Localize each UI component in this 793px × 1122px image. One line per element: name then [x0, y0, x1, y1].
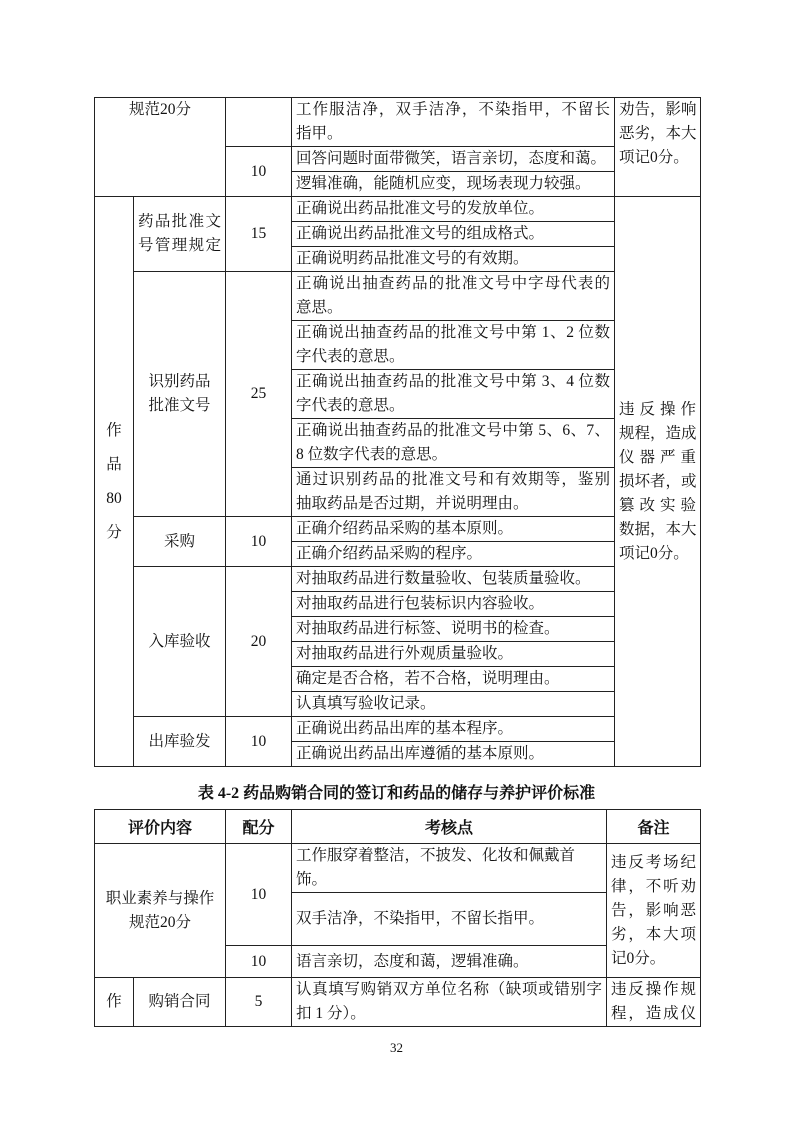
page-number: 32 — [390, 1040, 403, 1055]
note-line: 数据，本大 — [619, 520, 697, 538]
note-line: 恶劣，本大 — [619, 125, 697, 142]
header-note: 备注 — [607, 810, 701, 844]
point-cell: 对抽取药品进行包装标识内容验收。 — [292, 592, 615, 617]
point-cell — [292, 370, 615, 419]
note-line: 违反考场纪 — [611, 853, 697, 871]
score-cell: 20 — [226, 567, 292, 717]
works-label: 80 — [106, 489, 122, 507]
point-line: 字代表的意思。 — [296, 348, 405, 365]
point-line: 正确说出抽查药品的批准文号中字母代表的 — [296, 275, 611, 292]
note-line: 违反操作 — [619, 400, 697, 418]
point-cell: 认真填写验收记录。 — [292, 692, 615, 717]
note-line: 规程，造成 — [619, 424, 697, 442]
score-cell: 10 — [226, 946, 292, 978]
note-line: 记0分。 — [611, 949, 666, 967]
item-cell: 出库验发 — [134, 717, 226, 767]
score-cell: 15 — [226, 197, 292, 272]
category-cell — [95, 844, 226, 978]
score-cell: 10 — [226, 147, 292, 197]
point-cell: 对抽取药品进行数量验收、包装质量验收。 — [292, 567, 615, 592]
point-cell: 正确介绍药品采购的基本原则。 — [292, 517, 615, 542]
note-cell — [615, 98, 701, 197]
point-cell: 对抽取药品进行标签、说明书的检查。 — [292, 617, 615, 642]
header-score: 配分 — [226, 810, 292, 844]
note-line: 告，影响恶 — [611, 901, 697, 919]
point-line: 通过识别药品的批准文号和有效期等，鉴别 — [296, 471, 611, 488]
point-line: 正确说出抽查药品的批准文号中第 1、2 位数 — [296, 324, 611, 341]
category-label: 规范20分 — [129, 101, 192, 118]
point-cell: 语言亲切，态度和蔼，逻辑准确。 — [292, 946, 607, 978]
point-cell — [292, 321, 615, 370]
item-cell: 采购 — [134, 517, 226, 567]
point-cell: 逻辑准确，能随机应变，现场表现力较强。 — [292, 172, 615, 197]
note-line: 劣，本大项 — [611, 925, 697, 943]
item-cell — [134, 272, 226, 517]
item-cell: 入库验收 — [134, 567, 226, 717]
score-cell: 10 — [226, 717, 292, 767]
point-line: 指甲。 — [296, 125, 343, 142]
point-cell: 正确说出药品批准文号的发放单位。 — [292, 197, 615, 222]
evaluation-table-4-2 — [94, 809, 701, 1027]
score-cell: 10 — [226, 844, 292, 946]
works-label: 分 — [106, 523, 122, 541]
category-cell — [95, 98, 226, 197]
point-cell — [292, 419, 615, 468]
point-line: 字代表的意思。 — [296, 397, 405, 414]
score-cell-empty — [226, 98, 292, 147]
note-cell — [607, 978, 701, 1027]
header-content: 评价内容 — [95, 810, 226, 844]
works-label: 品 — [106, 455, 122, 473]
item-line: 识别药品 — [148, 373, 211, 390]
point-cell: 双手洁净，不染指甲，不留长指甲。 — [292, 893, 607, 946]
note-line: 项记0分。 — [619, 149, 689, 166]
point-cell: 确定是否合格，若不合格，说明理由。 — [292, 667, 615, 692]
point-line: 扣 1 分）。 — [296, 1005, 366, 1022]
item-cell — [134, 197, 226, 272]
item-cell: 购销合同 — [134, 978, 226, 1027]
item-line: 批准文号 — [148, 397, 211, 414]
point-cell: 正确说出药品批准文号的组成格式。 — [292, 222, 615, 247]
point-cell: 正确说出药品出库的基本程序。 — [292, 717, 615, 742]
note-cell — [615, 197, 701, 767]
note-line: 损坏者，或 — [619, 472, 697, 490]
point-cell — [292, 98, 615, 147]
note-line: 劝告，影响 — [619, 101, 697, 118]
point-cell: 对抽取药品进行外观质量验收。 — [292, 642, 615, 667]
point-cell — [292, 272, 615, 321]
works-label: 作 — [106, 421, 122, 439]
note-line: 篡改实验 — [619, 496, 697, 514]
works-category-cell: 作 — [95, 978, 134, 1027]
point-line: 正确说出抽查药品的批准文号中第 5、6、7、 — [296, 422, 611, 439]
item-line: 号管理规定 — [138, 237, 222, 254]
note-cell — [607, 844, 701, 978]
point-line: 工作服洁净，双手洁净，不染指甲，不留长 — [296, 101, 611, 118]
point-line: 意思。 — [296, 299, 343, 316]
works-category-cell — [95, 197, 134, 767]
point-cell — [292, 468, 615, 517]
item-line: 药品批准文 — [138, 213, 222, 230]
point-line: 抽取药品是否过期，并说明理由。 — [296, 495, 529, 512]
score-cell: 5 — [226, 978, 292, 1027]
category-line: 职业素养与操作 — [105, 889, 215, 907]
header-points: 考核点 — [292, 810, 607, 844]
note-line: 仪器严重 — [619, 448, 697, 466]
point-line: 8 位数字代表的意思。 — [296, 446, 448, 463]
score-cell: 10 — [226, 517, 292, 567]
note-line: 程，造成仪 — [611, 1005, 697, 1022]
point-cell: 正确说出药品出库遵循的基本原则。 — [292, 742, 615, 767]
note-line: 违反操作规 — [611, 981, 697, 998]
point-line: 正确说出抽查药品的批准文号中第 3、4 位数 — [296, 373, 611, 390]
note-line: 律，不听劝 — [611, 877, 697, 895]
point-cell: 回答问题时面带微笑，语言亲切，态度和蔼。 — [292, 147, 615, 172]
evaluation-table-continued — [94, 97, 701, 767]
category-line: 规范20分 — [129, 913, 192, 931]
note-line: 项记0分。 — [619, 544, 689, 562]
point-line: 认真填写购销双方单位名称（缺项或错别字 — [296, 981, 603, 998]
point-cell — [292, 978, 607, 1027]
point-cell: 工作服穿着整洁，不披发、化妆和佩戴首饰。 — [292, 844, 607, 893]
point-cell: 正确介绍药品采购的程序。 — [292, 542, 615, 567]
point-cell: 正确说明药品批准文号的有效期。 — [292, 247, 615, 272]
score-cell: 25 — [226, 272, 292, 517]
table-title: 表 4-2 药品购销合同的签订和药品的储存与养护评价标准 — [197, 785, 596, 802]
